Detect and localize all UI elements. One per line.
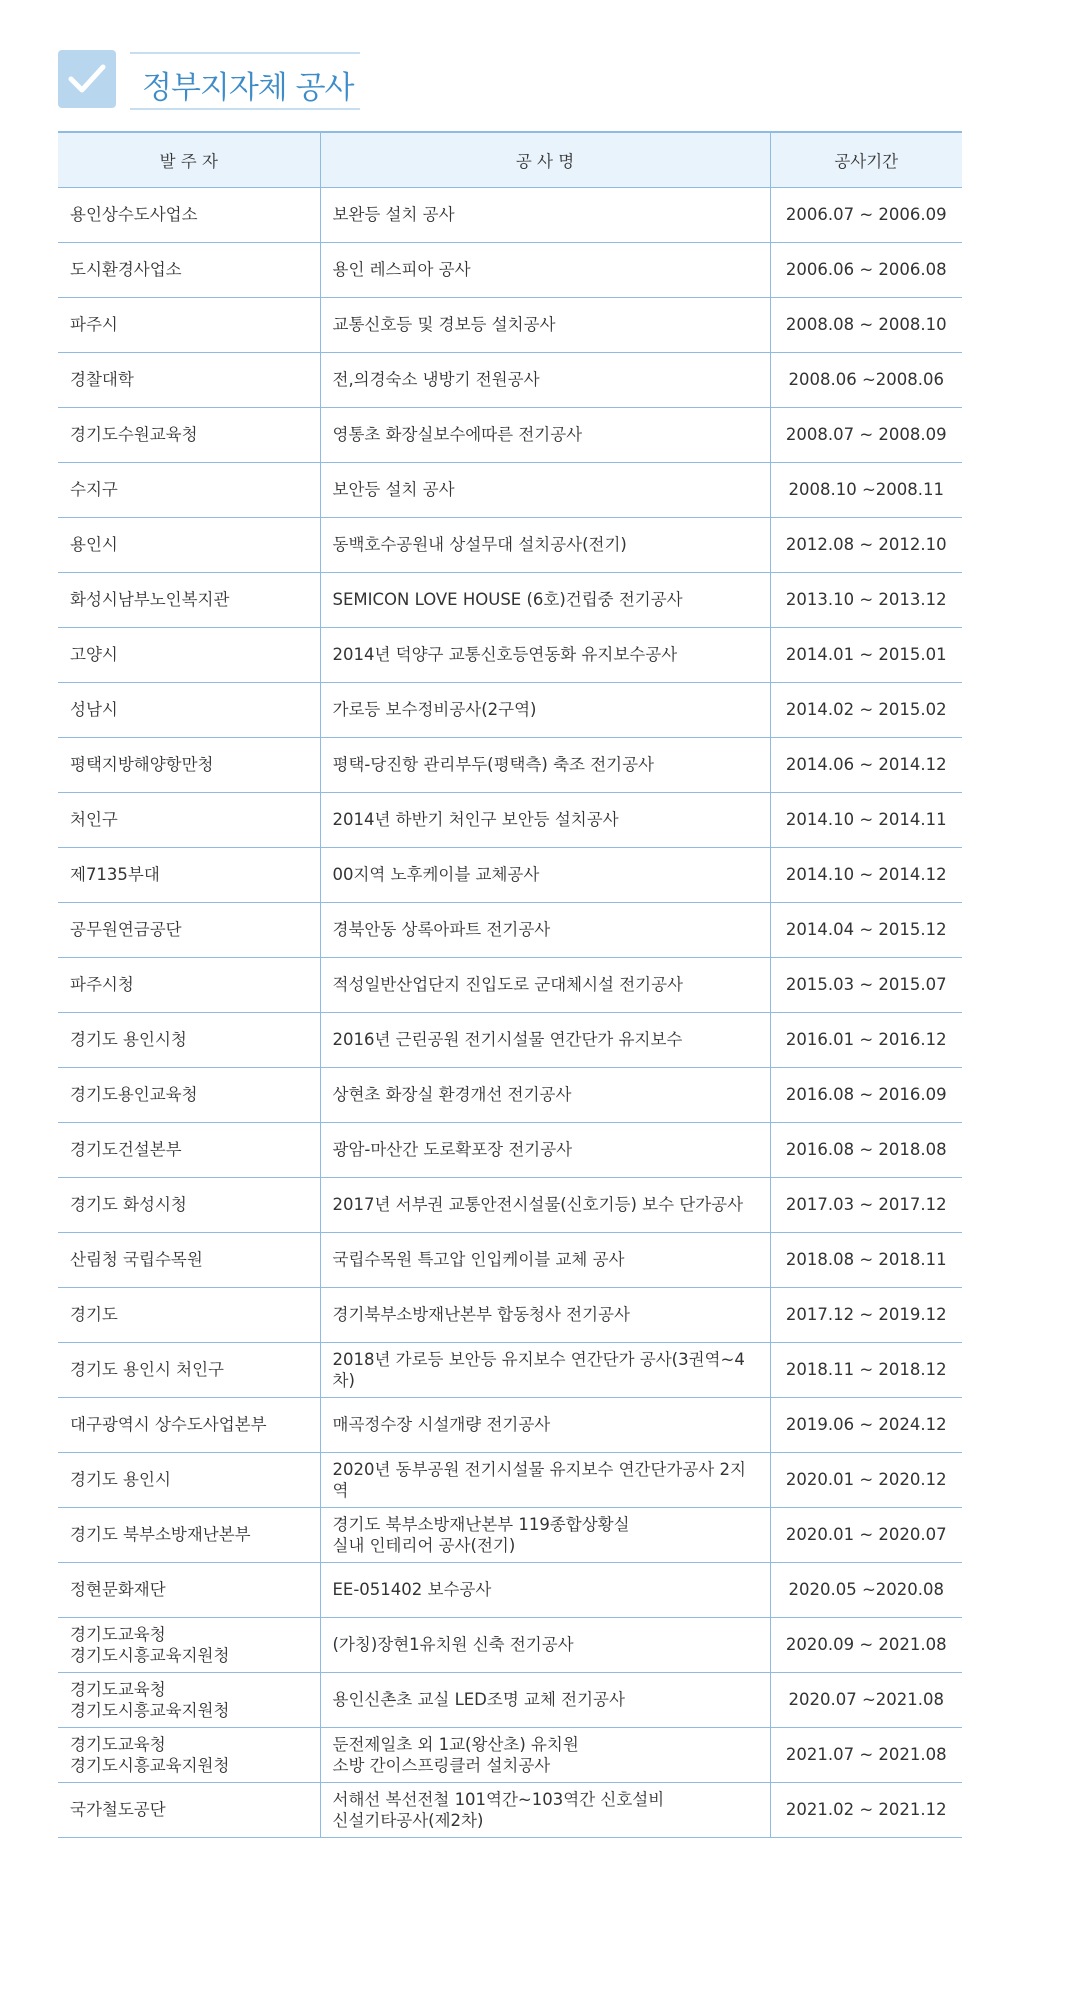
cell-project: 2020년 동부공원 전기시설물 유지보수 연간단가공사 2지역 [320, 1452, 770, 1507]
section-title: 정부지자체 공사 [142, 70, 354, 106]
cell-period: 2020.09 ~ 2021.08 [770, 1617, 962, 1672]
cell-period: 2014.10 ~ 2014.11 [770, 792, 962, 847]
table-row [58, 1782, 962, 1837]
cell-period: 2014.06 ~ 2014.12 [770, 737, 962, 792]
cell-project: 매곡정수장 시설개량 전기공사 [320, 1397, 770, 1452]
cell-project: 평택-당진항 관리부두(평택측) 축조 전기공사 [320, 737, 770, 792]
cell-period: 2012.08 ~ 2012.10 [770, 517, 962, 572]
section-title-frame [130, 52, 360, 110]
cell-client: 평택지방해양항만청 [58, 737, 320, 792]
cell-period: 2021.02 ~ 2021.12 [770, 1782, 962, 1837]
table-row [58, 792, 962, 847]
cell-client: 경기도 용인시 [58, 1452, 320, 1507]
table-row [58, 352, 962, 407]
cell-client: 화성시남부노인복지관 [58, 572, 320, 627]
cell-project: (가칭)장현1유치원 신축 전기공사 [320, 1617, 770, 1672]
header-client: 발 주 자 [58, 132, 320, 187]
cell-client: 경기도 북부소방재난본부 [58, 1507, 320, 1562]
cell-project: 전,의경숙소 냉방기 전원공사 [320, 352, 770, 407]
cell-project: 2014년 하반기 처인구 보안등 설치공사 [320, 792, 770, 847]
cell-client: 경기도 화성시청 [58, 1177, 320, 1232]
cell-period: 2008.06 ~2008.06 [770, 352, 962, 407]
cell-period: 2006.06 ~ 2006.08 [770, 242, 962, 297]
cell-client: 파주시 [58, 297, 320, 352]
table-row [58, 187, 962, 242]
cell-project: 경기도 북부소방재난본부 119종합상황실 실내 인테리어 공사(전기) [320, 1507, 770, 1562]
cell-period: 2020.01 ~ 2020.07 [770, 1507, 962, 1562]
cell-period: 2017.03 ~ 2017.12 [770, 1177, 962, 1232]
table-row [58, 1122, 962, 1177]
table-row [58, 1507, 962, 1562]
table-row [58, 1617, 962, 1672]
table-row [58, 1177, 962, 1232]
cell-project: 가로등 보수정비공사(2구역) [320, 682, 770, 737]
table-row [58, 572, 962, 627]
table-row [58, 1012, 962, 1067]
cell-period: 2017.12 ~ 2019.12 [770, 1287, 962, 1342]
cell-project: 2016년 근린공원 전기시설물 연간단가 유지보수 [320, 1012, 770, 1067]
cell-project: 00지역 노후케이블 교체공사 [320, 847, 770, 902]
cell-period: 2020.05 ~2020.08 [770, 1562, 962, 1617]
table-row [58, 462, 962, 517]
cell-period: 2019.06 ~ 2024.12 [770, 1397, 962, 1452]
cell-project: 적성일반산업단지 진입도로 군대체시설 전기공사 [320, 957, 770, 1012]
table-row [58, 737, 962, 792]
cell-period: 2016.01 ~ 2016.12 [770, 1012, 962, 1067]
table-row [58, 1562, 962, 1617]
cell-project: 보안등 설치 공사 [320, 462, 770, 517]
cell-period: 2014.01 ~ 2015.01 [770, 627, 962, 682]
table-row [58, 1287, 962, 1342]
cell-project: 둔전제일초 외 1교(왕산초) 유치원 소방 간이스프링클러 설치공사 [320, 1727, 770, 1782]
cell-period: 2016.08 ~ 2016.09 [770, 1067, 962, 1122]
cell-project: 국립수목원 특고압 인입케이블 교체 공사 [320, 1232, 770, 1287]
check-icon [58, 50, 116, 108]
table-row [58, 1452, 962, 1507]
cell-project: 상현초 화장실 환경개선 전기공사 [320, 1067, 770, 1122]
cell-period: 2008.07 ~ 2008.09 [770, 407, 962, 462]
cell-project: 2014년 덕양구 교통신호등연동화 유지보수공사 [320, 627, 770, 682]
table-row [58, 1672, 962, 1727]
cell-client: 경찰대학 [58, 352, 320, 407]
cell-client: 경기도 용인시청 [58, 1012, 320, 1067]
table-row [58, 407, 962, 462]
cell-client: 경기도용인교육청 [58, 1067, 320, 1122]
cell-period: 2020.01 ~ 2020.12 [770, 1452, 962, 1507]
cell-client: 경기도교육청 경기도시흥교육지원청 [58, 1617, 320, 1672]
cell-client: 성남시 [58, 682, 320, 737]
cell-client: 처인구 [58, 792, 320, 847]
table-row [58, 957, 962, 1012]
cell-project: EE-051402 보수공사 [320, 1562, 770, 1617]
cell-client: 수지구 [58, 462, 320, 517]
cell-project: 서해선 복선전철 101역간~103역간 신호설비 신설기타공사(제2차) [320, 1782, 770, 1837]
cell-client: 경기도교육청 경기도시흥교육지원청 [58, 1727, 320, 1782]
cell-period: 2015.03 ~ 2015.07 [770, 957, 962, 1012]
table-row [58, 1067, 962, 1122]
cell-client: 산림청 국립수목원 [58, 1232, 320, 1287]
cell-client: 경기도 용인시 처인구 [58, 1342, 320, 1397]
cell-client: 용인시 [58, 517, 320, 572]
cell-client: 파주시청 [58, 957, 320, 1012]
cell-period: 2020.07 ~2021.08 [770, 1672, 962, 1727]
cell-period: 2014.02 ~ 2015.02 [770, 682, 962, 737]
cell-project: 용인 레스피아 공사 [320, 242, 770, 297]
table-row [58, 297, 962, 352]
cell-project: 2018년 가로등 보안등 유지보수 연간단가 공사(3권역~4차) [320, 1342, 770, 1397]
cell-period: 2014.10 ~ 2014.12 [770, 847, 962, 902]
table-row [58, 1397, 962, 1452]
table-row [58, 1232, 962, 1287]
cell-client: 대구광역시 상수도사업본부 [58, 1397, 320, 1452]
table-body [58, 187, 962, 1837]
cell-client: 공무원연금공단 [58, 902, 320, 957]
cell-client: 정현문화재단 [58, 1562, 320, 1617]
table-row [58, 517, 962, 572]
table-row [58, 242, 962, 297]
table-row [58, 902, 962, 957]
construction-records-table [58, 131, 962, 1838]
table-row [58, 627, 962, 682]
cell-project: 보완등 설치 공사 [320, 187, 770, 242]
header-period: 공사기간 [770, 132, 962, 187]
header-project: 공 사 명 [320, 132, 770, 187]
cell-period: 2008.08 ~ 2008.10 [770, 297, 962, 352]
cell-client: 제7135부대 [58, 847, 320, 902]
cell-project: 2017년 서부권 교통안전시설물(신호기등) 보수 단가공사 [320, 1177, 770, 1232]
table-row [58, 1727, 962, 1782]
cell-period: 2008.10 ~2008.11 [770, 462, 962, 517]
table-header-row [58, 132, 962, 187]
cell-period: 2013.10 ~ 2013.12 [770, 572, 962, 627]
table-row [58, 1342, 962, 1397]
cell-period: 2018.08 ~ 2018.11 [770, 1232, 962, 1287]
cell-client: 경기도 [58, 1287, 320, 1342]
cell-client: 용인상수도사업소 [58, 187, 320, 242]
cell-period: 2014.04 ~ 2015.12 [770, 902, 962, 957]
cell-client: 도시환경사업소 [58, 242, 320, 297]
cell-period: 2018.11 ~ 2018.12 [770, 1342, 962, 1397]
table-row [58, 682, 962, 737]
cell-client: 경기도교육청 경기도시흥교육지원청 [58, 1672, 320, 1727]
cell-period: 2021.07 ~ 2021.08 [770, 1727, 962, 1782]
cell-project: 경기북부소방재난본부 합동청사 전기공사 [320, 1287, 770, 1342]
cell-period: 2016.08 ~ 2018.08 [770, 1122, 962, 1177]
cell-client: 고양시 [58, 627, 320, 682]
cell-client: 경기도수원교육청 [58, 407, 320, 462]
cell-client: 경기도건설본부 [58, 1122, 320, 1177]
cell-period: 2006.07 ~ 2006.09 [770, 187, 962, 242]
cell-project: 교통신호등 및 경보등 설치공사 [320, 297, 770, 352]
cell-project: 용인신촌초 교실 LED조명 교체 전기공사 [320, 1672, 770, 1727]
cell-project: 영통초 화장실보수에따른 전기공사 [320, 407, 770, 462]
cell-project: 광암-마산간 도로확포장 전기공사 [320, 1122, 770, 1177]
cell-client: 국가철도공단 [58, 1782, 320, 1837]
section-header [58, 50, 363, 110]
cell-project: 동백호수공원내 상설무대 설치공사(전기) [320, 517, 770, 572]
cell-project: SEMICON LOVE HOUSE (6호)건립중 전기공사 [320, 572, 770, 627]
table-row [58, 847, 962, 902]
cell-project: 경북안동 상록아파트 전기공사 [320, 902, 770, 957]
